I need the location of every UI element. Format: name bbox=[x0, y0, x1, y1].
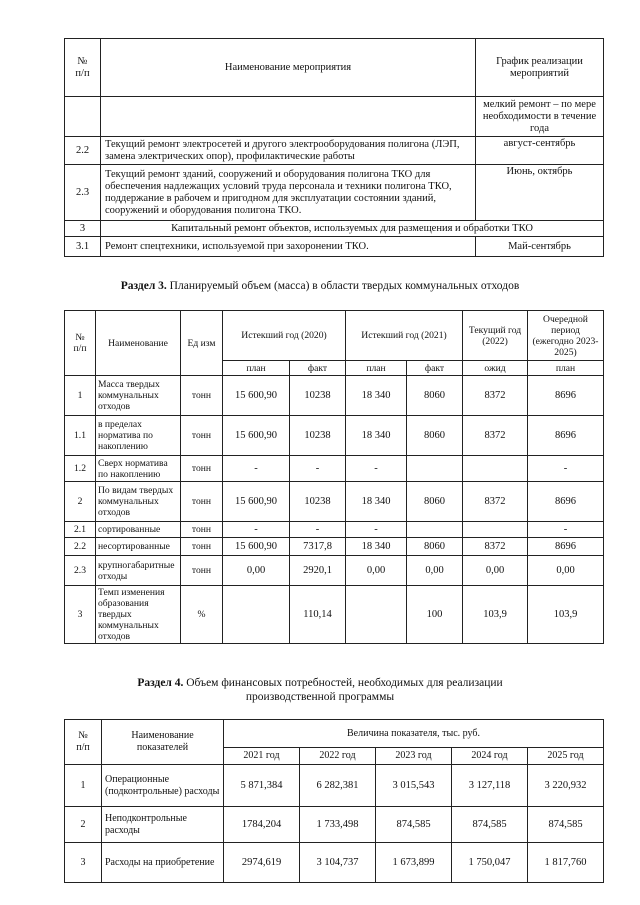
row-value: 8696 bbox=[528, 416, 604, 456]
table-row bbox=[65, 137, 604, 165]
row-value: 2974,619 bbox=[224, 843, 300, 883]
financial-needs-table bbox=[64, 719, 604, 883]
header-value: Величина показателя, тыс. руб. bbox=[224, 720, 604, 748]
row-num: 2.2 bbox=[65, 137, 101, 165]
row-value: 8372 bbox=[463, 416, 528, 456]
row-value: 874,585 bbox=[528, 807, 604, 843]
row-value: - bbox=[223, 456, 290, 482]
header-next-period: Очередной период (ежегодно 2023-2025) bbox=[528, 311, 604, 361]
subheader-plan: план bbox=[346, 361, 407, 376]
header-schedule: График реализации мероприятий bbox=[476, 39, 604, 97]
row-value: 0,00 bbox=[463, 556, 528, 586]
row-value: 10238 bbox=[290, 376, 346, 416]
row-schedule: Май-сентябрь bbox=[476, 237, 604, 257]
row-num: 3 bbox=[65, 843, 102, 883]
subheader-plan: план bbox=[528, 361, 604, 376]
row-value: 15 600,90 bbox=[223, 482, 290, 522]
row-value: 0,00 bbox=[223, 556, 290, 586]
table-row bbox=[65, 456, 604, 482]
row-name: сортированные bbox=[96, 522, 181, 538]
row-schedule: август-сентябрь bbox=[476, 137, 604, 165]
row-value bbox=[407, 522, 463, 538]
row-value bbox=[463, 456, 528, 482]
row-value: 15 600,90 bbox=[223, 538, 290, 556]
row-value: 8696 bbox=[528, 482, 604, 522]
row-value: 10238 bbox=[290, 416, 346, 456]
header-name: Наименование bbox=[96, 311, 181, 376]
row-num: 1 bbox=[65, 376, 96, 416]
row-value: 8060 bbox=[407, 482, 463, 522]
row-value: 5 871,384 bbox=[224, 765, 300, 807]
table-row bbox=[65, 522, 604, 538]
row-value: 15 600,90 bbox=[223, 416, 290, 456]
row-name: Расходы на приобретение bbox=[102, 843, 224, 883]
section-4-text: Объем финансовых потребностей, необходимых для реализации bbox=[183, 677, 503, 689]
header-year: 2021 год bbox=[224, 748, 300, 765]
row-value: 15 600,90 bbox=[223, 376, 290, 416]
section-4-title bbox=[0, 676, 640, 704]
subheader-fact: факт bbox=[407, 361, 463, 376]
section-4-label: Раздел 4. bbox=[137, 677, 184, 689]
table-row bbox=[65, 221, 604, 237]
table-row bbox=[65, 376, 604, 416]
row-value: 18 340 bbox=[346, 416, 407, 456]
row-num: 2 bbox=[65, 807, 102, 843]
table-row bbox=[65, 416, 604, 456]
row-name: Сверх норматива по накоплению bbox=[96, 456, 181, 482]
row-num: 2.3 bbox=[65, 165, 101, 221]
row-value: 100 bbox=[407, 586, 463, 644]
row-num: 2.1 bbox=[65, 522, 96, 538]
table-row bbox=[65, 586, 604, 644]
activities-table bbox=[64, 38, 604, 257]
row-name: Масса твердых коммунальных отходов bbox=[96, 376, 181, 416]
row-unit: тонн bbox=[181, 482, 223, 522]
row-name: Темп изменения образования твердых коммунальных отходов bbox=[96, 586, 181, 644]
row-value: 1 673,899 bbox=[376, 843, 452, 883]
row-num: 1 bbox=[65, 765, 102, 807]
row-value: 874,585 bbox=[452, 807, 528, 843]
row-value: 18 340 bbox=[346, 538, 407, 556]
header-year: 2024 год bbox=[452, 748, 528, 765]
row-value: - bbox=[223, 522, 290, 538]
row-value: - bbox=[346, 456, 407, 482]
section-4-text-line2: производственной программы bbox=[245, 691, 395, 703]
row-unit: тонн bbox=[181, 456, 223, 482]
row-value: - bbox=[290, 522, 346, 538]
row-value: 0,00 bbox=[407, 556, 463, 586]
row-value: 3 104,737 bbox=[300, 843, 376, 883]
row-num bbox=[65, 97, 101, 137]
header-num: № п/п bbox=[65, 311, 96, 376]
row-unit: % bbox=[181, 586, 223, 644]
row-value: 3 220,932 bbox=[528, 765, 604, 807]
table-row bbox=[65, 843, 604, 883]
header-year: 2023 год bbox=[376, 748, 452, 765]
row-value: 8060 bbox=[407, 376, 463, 416]
table-row bbox=[65, 165, 604, 221]
row-num: 3 bbox=[65, 221, 101, 237]
table-row bbox=[65, 538, 604, 556]
row-name: крупногабаритные отходы bbox=[96, 556, 181, 586]
row-value: 8372 bbox=[463, 376, 528, 416]
row-name: Капитальный ремонт объектов, используемых для размещения и обработки ТКО bbox=[101, 221, 604, 237]
table-row bbox=[65, 237, 604, 257]
row-unit: тонн bbox=[181, 416, 223, 456]
row-value: 110,14 bbox=[290, 586, 346, 644]
header-unit: Ед изм bbox=[181, 311, 223, 376]
row-value: 8060 bbox=[407, 538, 463, 556]
row-value bbox=[407, 456, 463, 482]
row-value: 18 340 bbox=[346, 482, 407, 522]
header-indicator: Наименование показателей bbox=[102, 720, 224, 765]
header-year: 2025 год bbox=[528, 748, 604, 765]
row-value: - bbox=[528, 456, 604, 482]
header-year-2020: Истекший год (2020) bbox=[223, 311, 346, 361]
row-value: 8696 bbox=[528, 538, 604, 556]
row-num: 3 bbox=[65, 586, 96, 644]
row-name: Ремонт спецтехники, используемой при захоронении ТКО. bbox=[101, 237, 476, 257]
waste-volume-table bbox=[64, 310, 604, 644]
header-num: № п/п bbox=[65, 720, 102, 765]
row-value: 2920,1 bbox=[290, 556, 346, 586]
row-value: 8372 bbox=[463, 482, 528, 522]
row-value: 1 733,498 bbox=[300, 807, 376, 843]
row-value: 103,9 bbox=[528, 586, 604, 644]
row-value: 18 340 bbox=[346, 376, 407, 416]
row-unit: тонн bbox=[181, 376, 223, 416]
row-value: 874,585 bbox=[376, 807, 452, 843]
table-row bbox=[65, 807, 604, 843]
row-value: - bbox=[528, 522, 604, 538]
row-value: 8372 bbox=[463, 538, 528, 556]
table-row bbox=[65, 97, 604, 137]
row-num: 2.2 bbox=[65, 538, 96, 556]
row-value: 7317,8 bbox=[290, 538, 346, 556]
row-value: 0,00 bbox=[346, 556, 407, 586]
header-year-2022: Текущий год (2022) bbox=[463, 311, 528, 361]
row-num: 2 bbox=[65, 482, 96, 522]
header-year: 2022 год bbox=[300, 748, 376, 765]
row-schedule: мелкий ремонт – по мере необходимости в течение года bbox=[476, 97, 604, 137]
row-num: 1.2 bbox=[65, 456, 96, 482]
row-name: Операционные (подконтрольные) расходы bbox=[102, 765, 224, 807]
row-value: 1 750,047 bbox=[452, 843, 528, 883]
row-value: 3 015,543 bbox=[376, 765, 452, 807]
row-name: в пределах норматива по накоплению bbox=[96, 416, 181, 456]
row-value: 8060 bbox=[407, 416, 463, 456]
row-unit: тонн bbox=[181, 556, 223, 586]
row-name: несортированные bbox=[96, 538, 181, 556]
table-row bbox=[65, 482, 604, 522]
row-unit: тонн bbox=[181, 522, 223, 538]
row-name: По видам твердых коммунальных отходов bbox=[96, 482, 181, 522]
row-value: 1784,204 bbox=[224, 807, 300, 843]
row-value bbox=[346, 586, 407, 644]
row-name: Неподконтрольные расходы bbox=[102, 807, 224, 843]
subheader-plan: план bbox=[223, 361, 290, 376]
row-value: - bbox=[290, 456, 346, 482]
row-value: - bbox=[346, 522, 407, 538]
row-value: 6 282,381 bbox=[300, 765, 376, 807]
row-num: 3.1 bbox=[65, 237, 101, 257]
row-name bbox=[101, 97, 476, 137]
row-name: Текущий ремонт электросетей и другого электрооборудования полигона (ЛЭП, замена электрических опор), профилактические работы bbox=[101, 137, 476, 165]
row-value: 10238 bbox=[290, 482, 346, 522]
subheader-expected: ожид bbox=[463, 361, 528, 376]
row-value bbox=[223, 586, 290, 644]
table-row bbox=[65, 765, 604, 807]
header-num: № п/п bbox=[65, 39, 101, 97]
table-row bbox=[65, 556, 604, 586]
row-value: 1 817,760 bbox=[528, 843, 604, 883]
row-unit: тонн bbox=[181, 538, 223, 556]
row-value: 8696 bbox=[528, 376, 604, 416]
row-value: 3 127,118 bbox=[452, 765, 528, 807]
row-num: 1.1 bbox=[65, 416, 96, 456]
section-3-label: Раздел 3. bbox=[120, 280, 167, 292]
row-value bbox=[463, 522, 528, 538]
row-name: Текущий ремонт зданий, сооружений и оборудования полигона ТКО для обеспечения надлежащих условий труда персонала и техники полигона ТКО, поддержание в рабочем и пригодном для эксплуатации состоянии зданий, сооружений и оборудования полигона ТКО. bbox=[101, 165, 476, 221]
header-year-2021: Истекший год (2021) bbox=[346, 311, 463, 361]
header-activity-name: Наименование мероприятия bbox=[101, 39, 476, 97]
section-3-title bbox=[0, 279, 640, 293]
row-num: 2.3 bbox=[65, 556, 96, 586]
row-value: 0,00 bbox=[528, 556, 604, 586]
section-3-text: Планируемый объем (масса) в области твердых коммунальных отходов bbox=[166, 280, 520, 292]
subheader-fact: факт bbox=[290, 361, 346, 376]
row-value: 103,9 bbox=[463, 586, 528, 644]
row-schedule: Июнь, октябрь bbox=[476, 165, 604, 221]
